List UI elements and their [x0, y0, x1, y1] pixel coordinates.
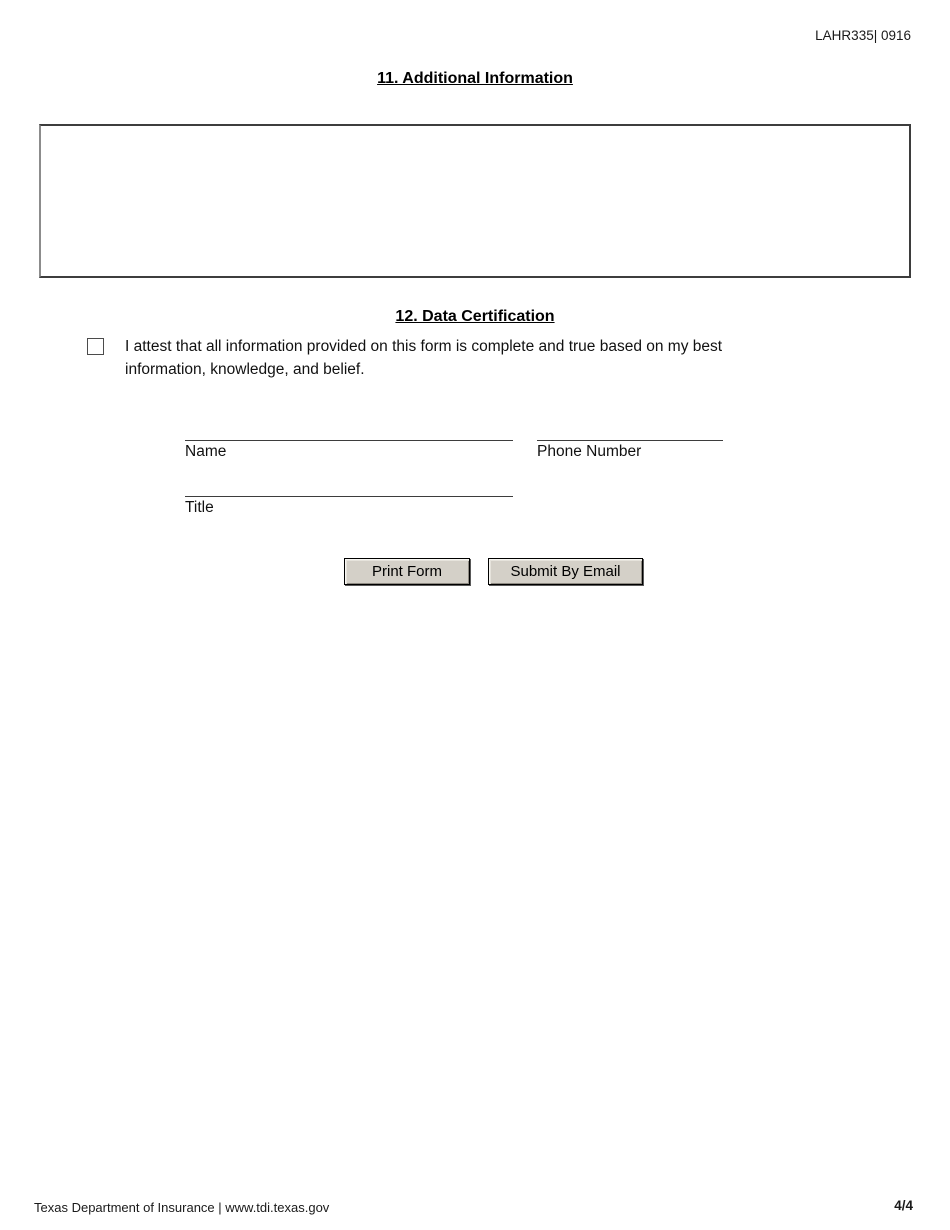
name-label: Name	[185, 443, 227, 460]
name-input[interactable]	[185, 419, 513, 441]
phone-field	[537, 419, 723, 461]
footer-agency-text: Texas Department of Insurance | www.tdi.texas.gov	[34, 1200, 330, 1215]
print-form-button[interactable]: Print Form	[344, 558, 470, 585]
section-11-heading: 11. Additional Information	[377, 70, 573, 87]
page-number: 4/4	[894, 1198, 913, 1213]
attest-statement: I attest that all information provided on this form is complete and true based on my best information, knowledge, and belief.	[125, 338, 723, 378]
additional-information-textarea[interactable]	[39, 124, 911, 278]
submit-by-email-button[interactable]: Submit By Email	[488, 558, 643, 585]
phone-number-label: Phone Number	[537, 443, 642, 460]
phone-number-input[interactable]	[537, 419, 723, 441]
attest-checkbox[interactable]	[87, 338, 104, 355]
title-field	[185, 475, 513, 517]
title-label: Title	[185, 499, 214, 516]
section-12-heading: 12. Data Certification	[395, 308, 555, 325]
name-field	[185, 419, 513, 461]
form-code: LAHR335| 0916	[815, 28, 911, 43]
title-input[interactable]	[185, 475, 513, 497]
